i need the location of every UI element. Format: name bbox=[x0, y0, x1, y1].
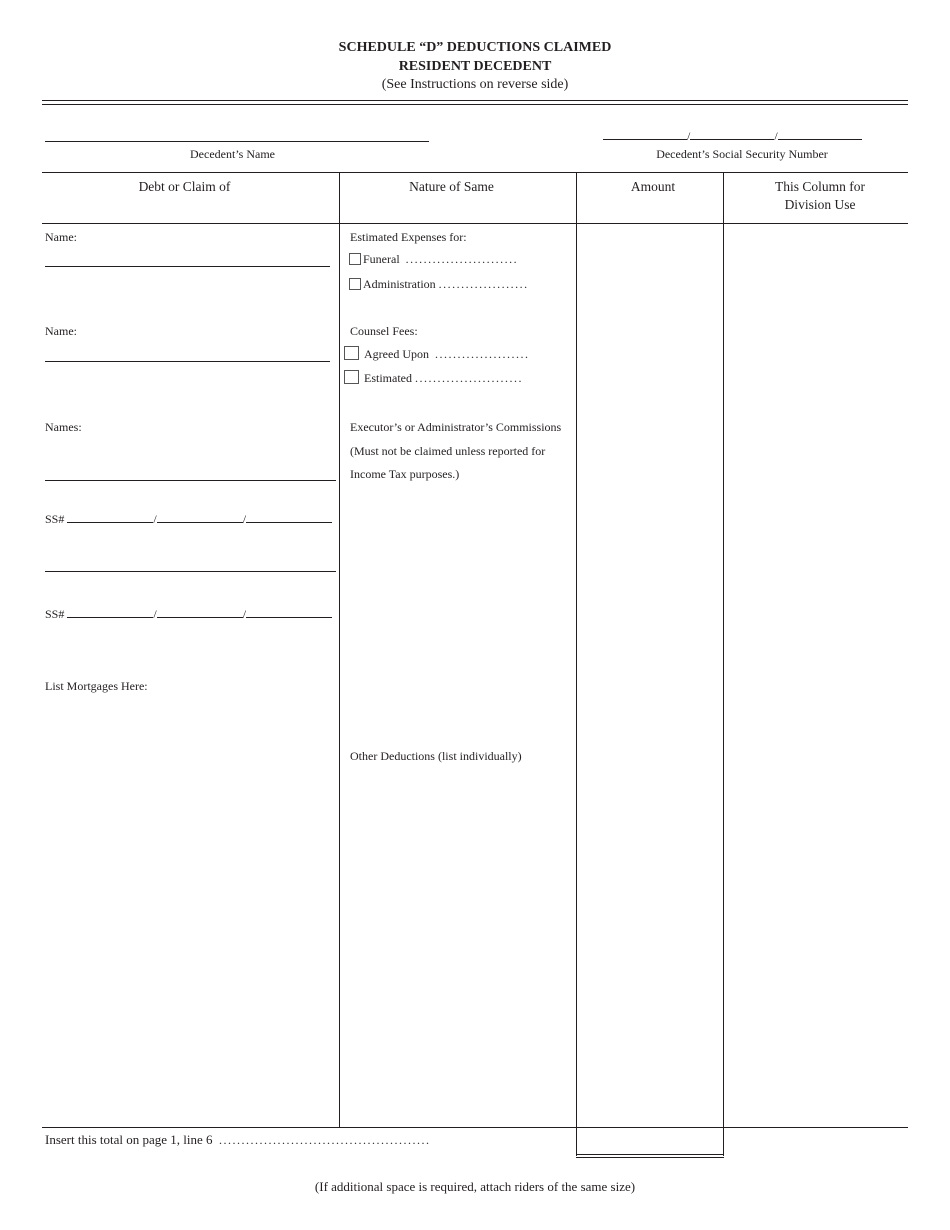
col-divider-3 bbox=[723, 173, 724, 1156]
col-header-nature: Nature of Same bbox=[409, 179, 494, 194]
ssn-separator: / bbox=[687, 129, 691, 143]
table-header-rule bbox=[42, 223, 908, 224]
names-field-2[interactable] bbox=[45, 571, 336, 572]
col-divider-1 bbox=[339, 173, 340, 1128]
ss-separator: / bbox=[242, 607, 247, 621]
administration-checkbox[interactable] bbox=[349, 278, 361, 290]
col-header-division-line2: Division Use bbox=[784, 197, 856, 212]
decedent-ssn-field[interactable] bbox=[603, 129, 862, 144]
executor-line-2: (Must not be claimed unless reported for bbox=[350, 444, 546, 458]
name-field-2[interactable] bbox=[45, 361, 330, 362]
agreed-upon-row bbox=[344, 346, 529, 362]
ss-label-2: SS# bbox=[45, 607, 65, 621]
estimated-checkbox[interactable] bbox=[344, 370, 359, 384]
ssn-separator: / bbox=[774, 129, 778, 143]
administration-label: Administration bbox=[363, 277, 436, 291]
ss-separator: / bbox=[153, 607, 157, 621]
header-rule-bottom bbox=[42, 104, 908, 105]
col-header-division-line1: This Column for bbox=[775, 179, 865, 194]
other-deductions-label: Other Deductions (list individually) bbox=[350, 749, 522, 763]
executor-line-1: Executor’s or Administrator’s Commissions bbox=[350, 420, 562, 434]
total-double-rule-1 bbox=[576, 1154, 724, 1155]
agreed-upon-leader: ..................... bbox=[434, 347, 530, 361]
total-row bbox=[45, 1132, 431, 1148]
col-header-debt: Debt or Claim of bbox=[138, 179, 231, 194]
estimated-label: Estimated bbox=[364, 371, 412, 385]
total-label: Insert this total on page 1, line 6 bbox=[45, 1132, 213, 1147]
name-label-2: Name: bbox=[45, 324, 77, 338]
mortgages-label: List Mortgages Here: bbox=[45, 679, 148, 693]
ss-field-2[interactable] bbox=[45, 607, 332, 622]
additional-space-note: (If additional space is required, attach riders of the same size) bbox=[314, 1179, 636, 1194]
total-amount-field[interactable] bbox=[577, 1128, 723, 1155]
form-title: SCHEDULE “D” DEDUCTIONS CLAIMED bbox=[338, 40, 612, 55]
table-bottom-rule bbox=[42, 1127, 908, 1128]
administration-row bbox=[349, 277, 529, 292]
total-leader: ............................................... bbox=[219, 1133, 431, 1147]
names-label: Names: bbox=[45, 420, 82, 434]
funeral-label: Funeral bbox=[363, 252, 400, 266]
agreed-upon-label: Agreed Upon bbox=[364, 347, 429, 361]
ss-separator: / bbox=[242, 512, 247, 526]
decedent-ssn-label: Decedent’s Social Security Number bbox=[656, 147, 828, 161]
name-label-1: Name: bbox=[45, 230, 77, 244]
ss-field-1[interactable] bbox=[45, 512, 332, 527]
instructions-note: (See Instructions on reverse side) bbox=[381, 77, 569, 92]
funeral-row bbox=[349, 252, 518, 267]
funeral-checkbox[interactable] bbox=[349, 253, 361, 265]
counsel-fees-label: Counsel Fees: bbox=[350, 324, 418, 338]
header-rule-top bbox=[42, 100, 908, 101]
ss-label-1: SS# bbox=[45, 512, 65, 526]
names-field[interactable] bbox=[45, 480, 336, 481]
estimated-leader: ........................ bbox=[415, 371, 523, 385]
estimated-expenses-label: Estimated Expenses for: bbox=[350, 230, 467, 244]
administration-leader: .................... bbox=[438, 277, 529, 291]
funeral-leader: ......................... bbox=[405, 252, 519, 266]
estimated-row bbox=[344, 370, 523, 386]
name-field-1[interactable] bbox=[45, 266, 330, 267]
table-top-rule bbox=[42, 172, 908, 173]
total-double-rule-2 bbox=[576, 1157, 724, 1158]
form-subtitle: RESIDENT DECEDENT bbox=[398, 59, 552, 74]
ss-separator: / bbox=[153, 512, 157, 526]
executor-line-3: Income Tax purposes.) bbox=[350, 467, 460, 481]
decedent-name-field[interactable] bbox=[45, 141, 429, 142]
col-header-amount: Amount bbox=[630, 179, 676, 194]
agreed-upon-checkbox[interactable] bbox=[344, 346, 359, 360]
col-header-division bbox=[724, 178, 916, 214]
col-divider-2 bbox=[576, 173, 577, 1156]
decedent-name-label: Decedent’s Name bbox=[190, 147, 275, 161]
